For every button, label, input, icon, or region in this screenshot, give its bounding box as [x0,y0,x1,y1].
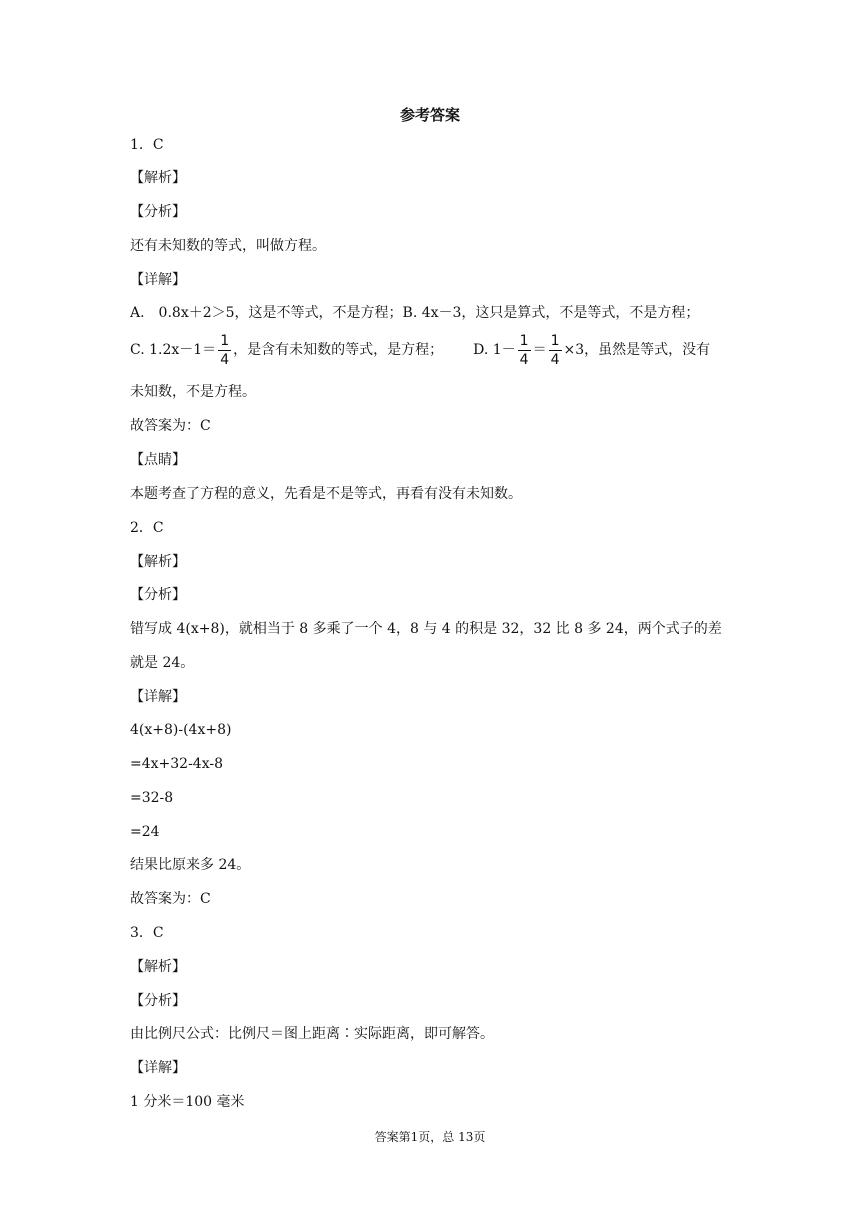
q1-option-d-continued: 未知数，不是方程。 [130,384,256,400]
q2-answer: 故答案为：C [130,891,211,907]
q1-analysis: 还有未知数的等式，叫做方程。 [130,238,326,254]
fraction-one-quarter: $\frac{1}{4}$ [519,332,529,368]
q2-result: 结果比原来多 24。 [130,857,251,873]
q2-step-1: 4(x+8)-(4x+8) [130,722,232,738]
q3-jiexi-heading: 【解析】 [130,959,186,975]
q2-analysis-line-2: 就是 24。 [130,655,195,671]
q1-jiexi-heading: 【解析】 [130,170,186,186]
q3-analysis: 由比例尺公式：比例尺＝图上距离∶实际距离，即可解答。 [130,1026,494,1042]
page-footer: 答案第1页，总 13页 [374,1130,486,1144]
page-title: 参考答案 [399,106,460,124]
q1-option-c-prefix: C. 1.2x－1＝ [130,342,217,358]
q1-option-d-suffix: ×3，虽然是等式，没有 [563,342,711,358]
q2-fenxi-heading: 【分析】 [130,587,186,603]
q1-option-d-equals: ＝ [532,342,547,358]
q1-option-a-b: A. 0.8x＋2＞5，这是不等式，不是方程；B. 4x－3，这只是算式，不是等式，不是方程； [130,305,700,321]
q3-step-1: 1 分米＝100 毫米 [130,1094,245,1110]
fraction-one-quarter: $\frac{1}{4}$ [220,332,230,368]
q3-fenxi-heading: 【分析】 [130,993,186,1009]
q1-answer: 故答案为：C [130,418,211,434]
q2-analysis-line-1: 错写成 4(x+8)，就相当于 8 多乘了一个 4，8 与 4 的积是 32，32 比 8 多 24，两个式子的差 [130,621,722,637]
q2-number: 2．C [130,520,164,536]
q2-jiexi-heading: 【解析】 [130,554,186,570]
q1-number: 1．C [130,137,164,153]
q1-dianjing-heading: 【点睛】 [130,452,186,468]
q2-xiangjie-heading: 【详解】 [130,689,186,705]
q2-step-3: =32-8 [130,790,174,806]
q1-option-c-d [130,330,710,370]
fraction-one-quarter: $\frac{1}{4}$ [550,332,560,368]
q1-xiangjie-heading: 【详解】 [130,272,186,288]
q1-fenxi-heading: 【分析】 [130,204,186,220]
q2-step-2: =4x+32-4x-8 [130,756,224,772]
q1-option-d-prefix: D. 1－ [473,342,516,358]
q2-step-4: =24 [130,824,160,840]
q3-number: 3．C [130,925,164,941]
q3-xiangjie-heading: 【详解】 [130,1060,186,1076]
q1-option-c-suffix: ，是含有未知数的等式，是方程； [233,342,444,358]
q1-comment: 本题考查了方程的意义，先看是不是等式，再看有没有未知数。 [130,486,522,502]
